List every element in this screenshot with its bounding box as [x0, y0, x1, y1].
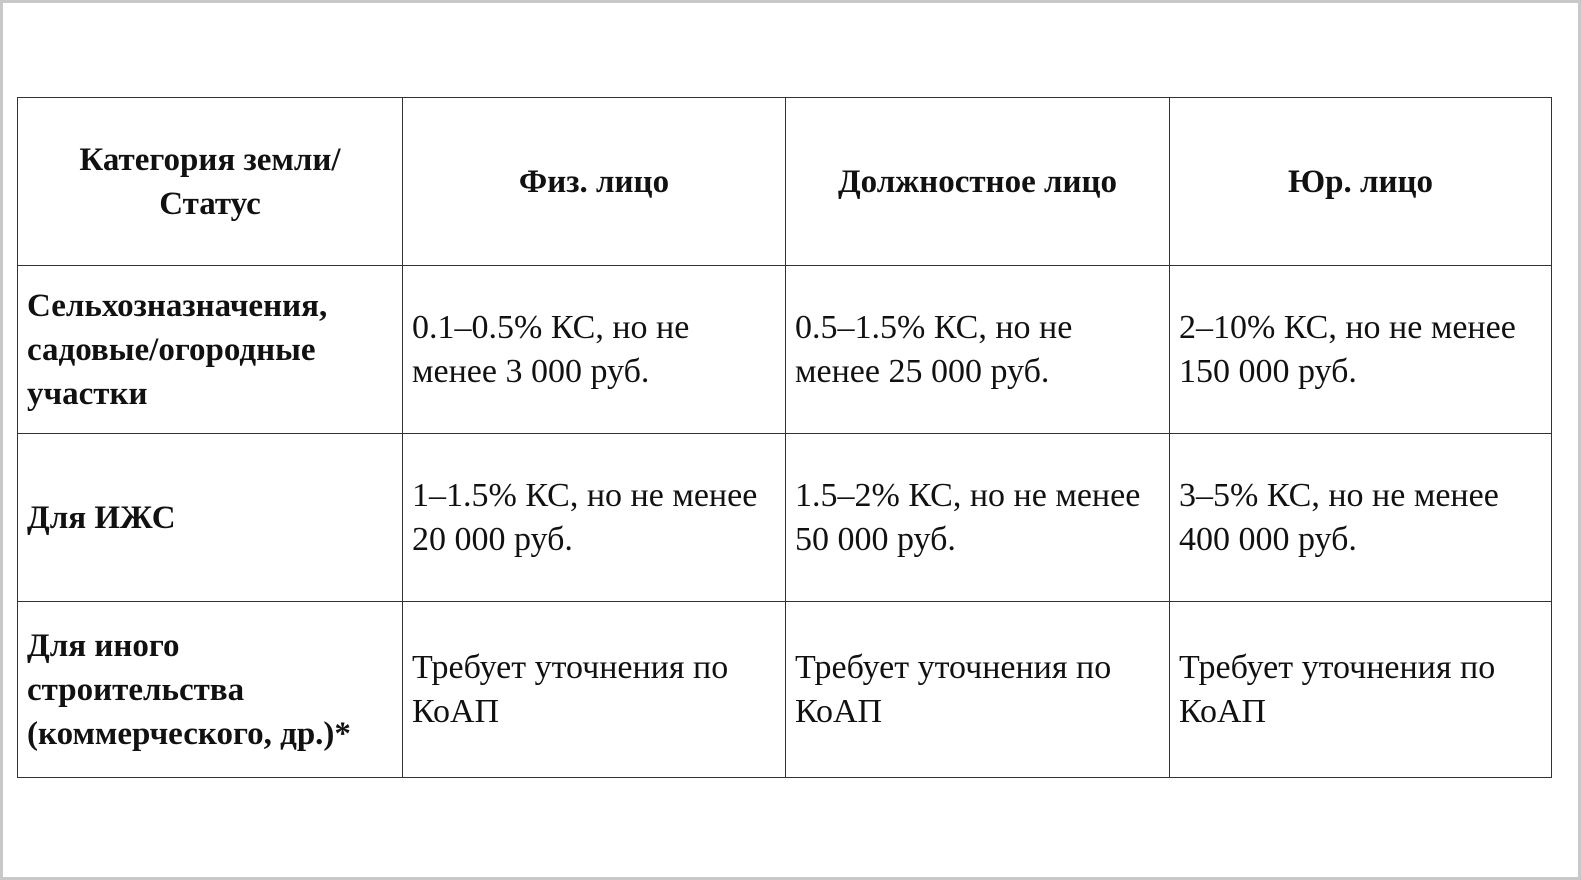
cell-legal-entity-fine: 3–5% КС, но не менее 400 000 руб. [1170, 434, 1552, 602]
table-row [18, 266, 1552, 434]
cell-individual-fine: 1–1.5% КС, но не менее 20 000 руб. [403, 434, 786, 602]
header-official: Должностное лицо [786, 98, 1170, 266]
cell-individual-fine: 0.1–0.5% КС, но не менее 3 000 руб. [403, 266, 786, 434]
header-individual: Физ. лицо [403, 98, 786, 266]
row-category-agricultural: Сельхозназначения, садовые/огородные участки [18, 266, 403, 434]
cell-individual-fine: Требует уточнения по КоАП [403, 602, 786, 778]
fines-table [17, 97, 1552, 778]
cell-legal-entity-fine: Требует уточнения по КоАП [1170, 602, 1552, 778]
cell-official-fine: 1.5–2% КС, но не менее 50 000 руб. [786, 434, 1170, 602]
cell-official-fine: Требует уточнения по КоАП [786, 602, 1170, 778]
row-category-izhs: Для ИЖС [18, 434, 403, 602]
table-header-row [18, 98, 1552, 266]
table-row [18, 434, 1552, 602]
cell-official-fine: 0.5–1.5% КС, но не менее 25 000 руб. [786, 266, 1170, 434]
header-legal-entity: Юр. лицо [1170, 98, 1552, 266]
table-row [18, 602, 1552, 778]
header-land-category: Категория земли/ Статус [18, 98, 403, 266]
cell-legal-entity-fine: 2–10% КС, но не менее 150 000 руб. [1170, 266, 1552, 434]
row-category-other-construction: Для иного строительства (коммерческого, др.)* [18, 602, 403, 778]
